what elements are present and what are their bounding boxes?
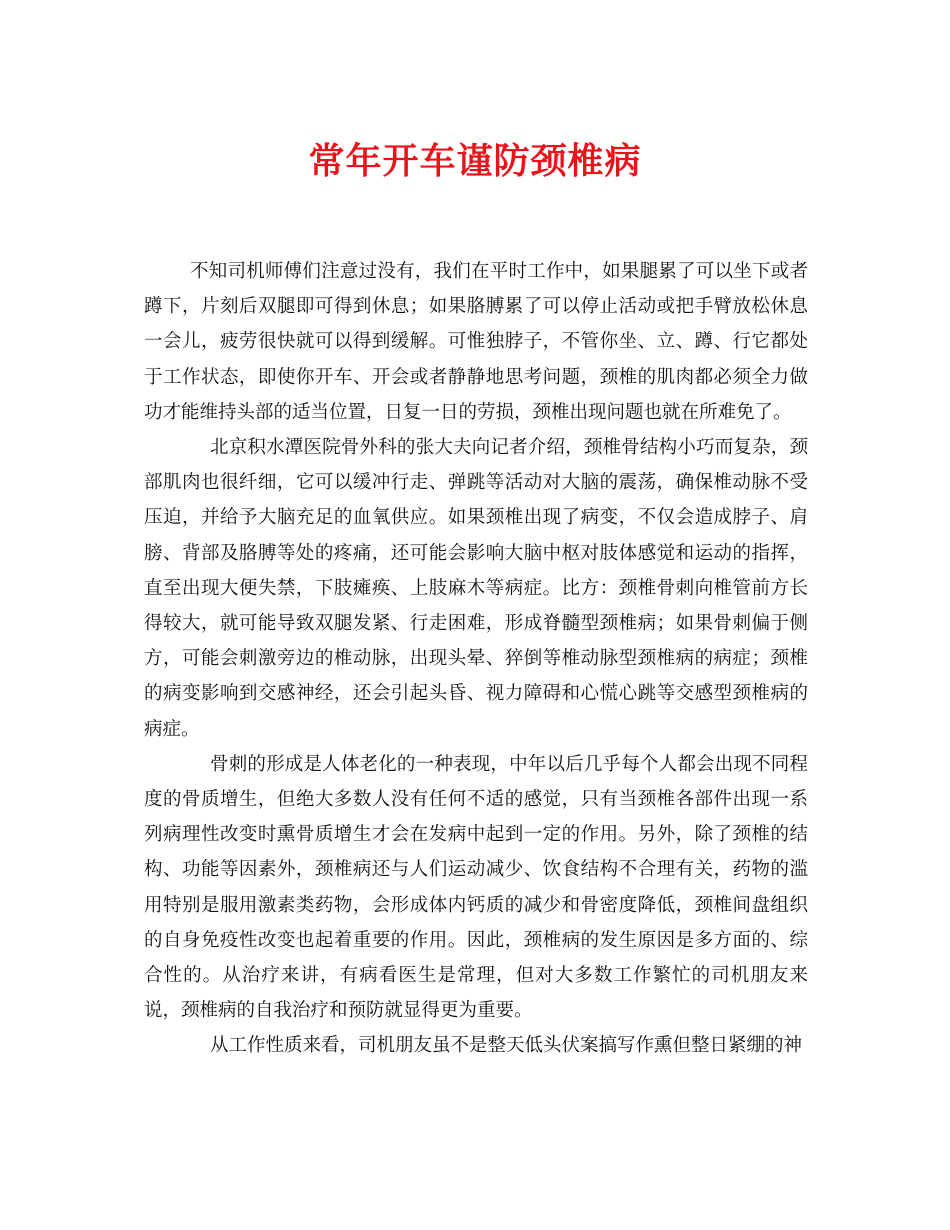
document-body xyxy=(144,254,808,1064)
paragraph-3: 骨刺的形成是人体老化的一种表现，中年以后几乎每个人都会出现不同程度的骨质增生，但绝大多数人没有任何不适的感觉，只有当颈椎各部件出现一系列病理性改变时熏骨质增生才会在发病中起到一定的作用。另外，除了颈椎的结构、功能等因素外，颈椎病还与人们运动减少、饮食结构不合理有关，药物的滥用特别是服用激素类药物，会形成体内钙质的减少和骨密度降低，颈椎间盘组织的自身免疫性改变也起着重要的作用。因此，颈椎病的发生原因是多方面的、综合性的。从治疗来讲，有病看医生是常理，但对大多数工作繁忙的司机朋友来说，颈椎病的自我治疗和预防就显得更为重要。 xyxy=(144,753,808,1022)
paragraph-4: 从工作性质来看，司机朋友虽不是整天低头伏案搞写作熏但整日紧绷的神 xyxy=(210,1035,803,1057)
paragraph-2: 北京积水潭医院骨外科的张大夫向记者介绍，颈椎骨结构小巧而复杂，颈部肌肉也很纤细，它可以缓冲行走、弹跳等活动对大脑的震荡，确保椎动脉不受压迫，并给予大脑充足的血氧供应。如果颈椎出现了病变，不仅会造成脖子、肩膀、背部及胳膊等处的疼痛，还可能会影响大脑中枢对肢体感觉和运动的指挥，直至出现大便失禁，下肢瘫痪、上肢麻木等病症。比方：颈椎骨刺向椎管前方长得较大，就可能导致双腿发紧、行走困难，形成脊髓型颈椎病；如果骨刺偏于侧方，可能会刺激旁边的椎动脉，出现头晕、猝倒等椎动脉型颈椎病的病症；颈椎的病变影响到交感神经，还会引起头昏、视力障碍和心慌心跳等交感型颈椎病的病症。 xyxy=(144,437,808,740)
document-title: 常年开车谨防颈椎病 xyxy=(308,140,642,182)
paragraph-1: 不知司机师傅们注意过没有，我们在平时工作中，如果腿累了可以坐下或者蹲下，片刻后双腿即可得到休息；如果胳膊累了可以停止活动或把手臂放松休息一会儿，疲劳很快就可以得到缓解。可惟独脖子，不管你坐、立、蹲、行它都处于工作状态，即使你开车、开会或者静静地思考问题，颈椎的肌肉都必须全力做功才能维持头部的适当位置，日复一日的劳损，颈椎出现问题也就在所难免了。 xyxy=(144,261,808,423)
